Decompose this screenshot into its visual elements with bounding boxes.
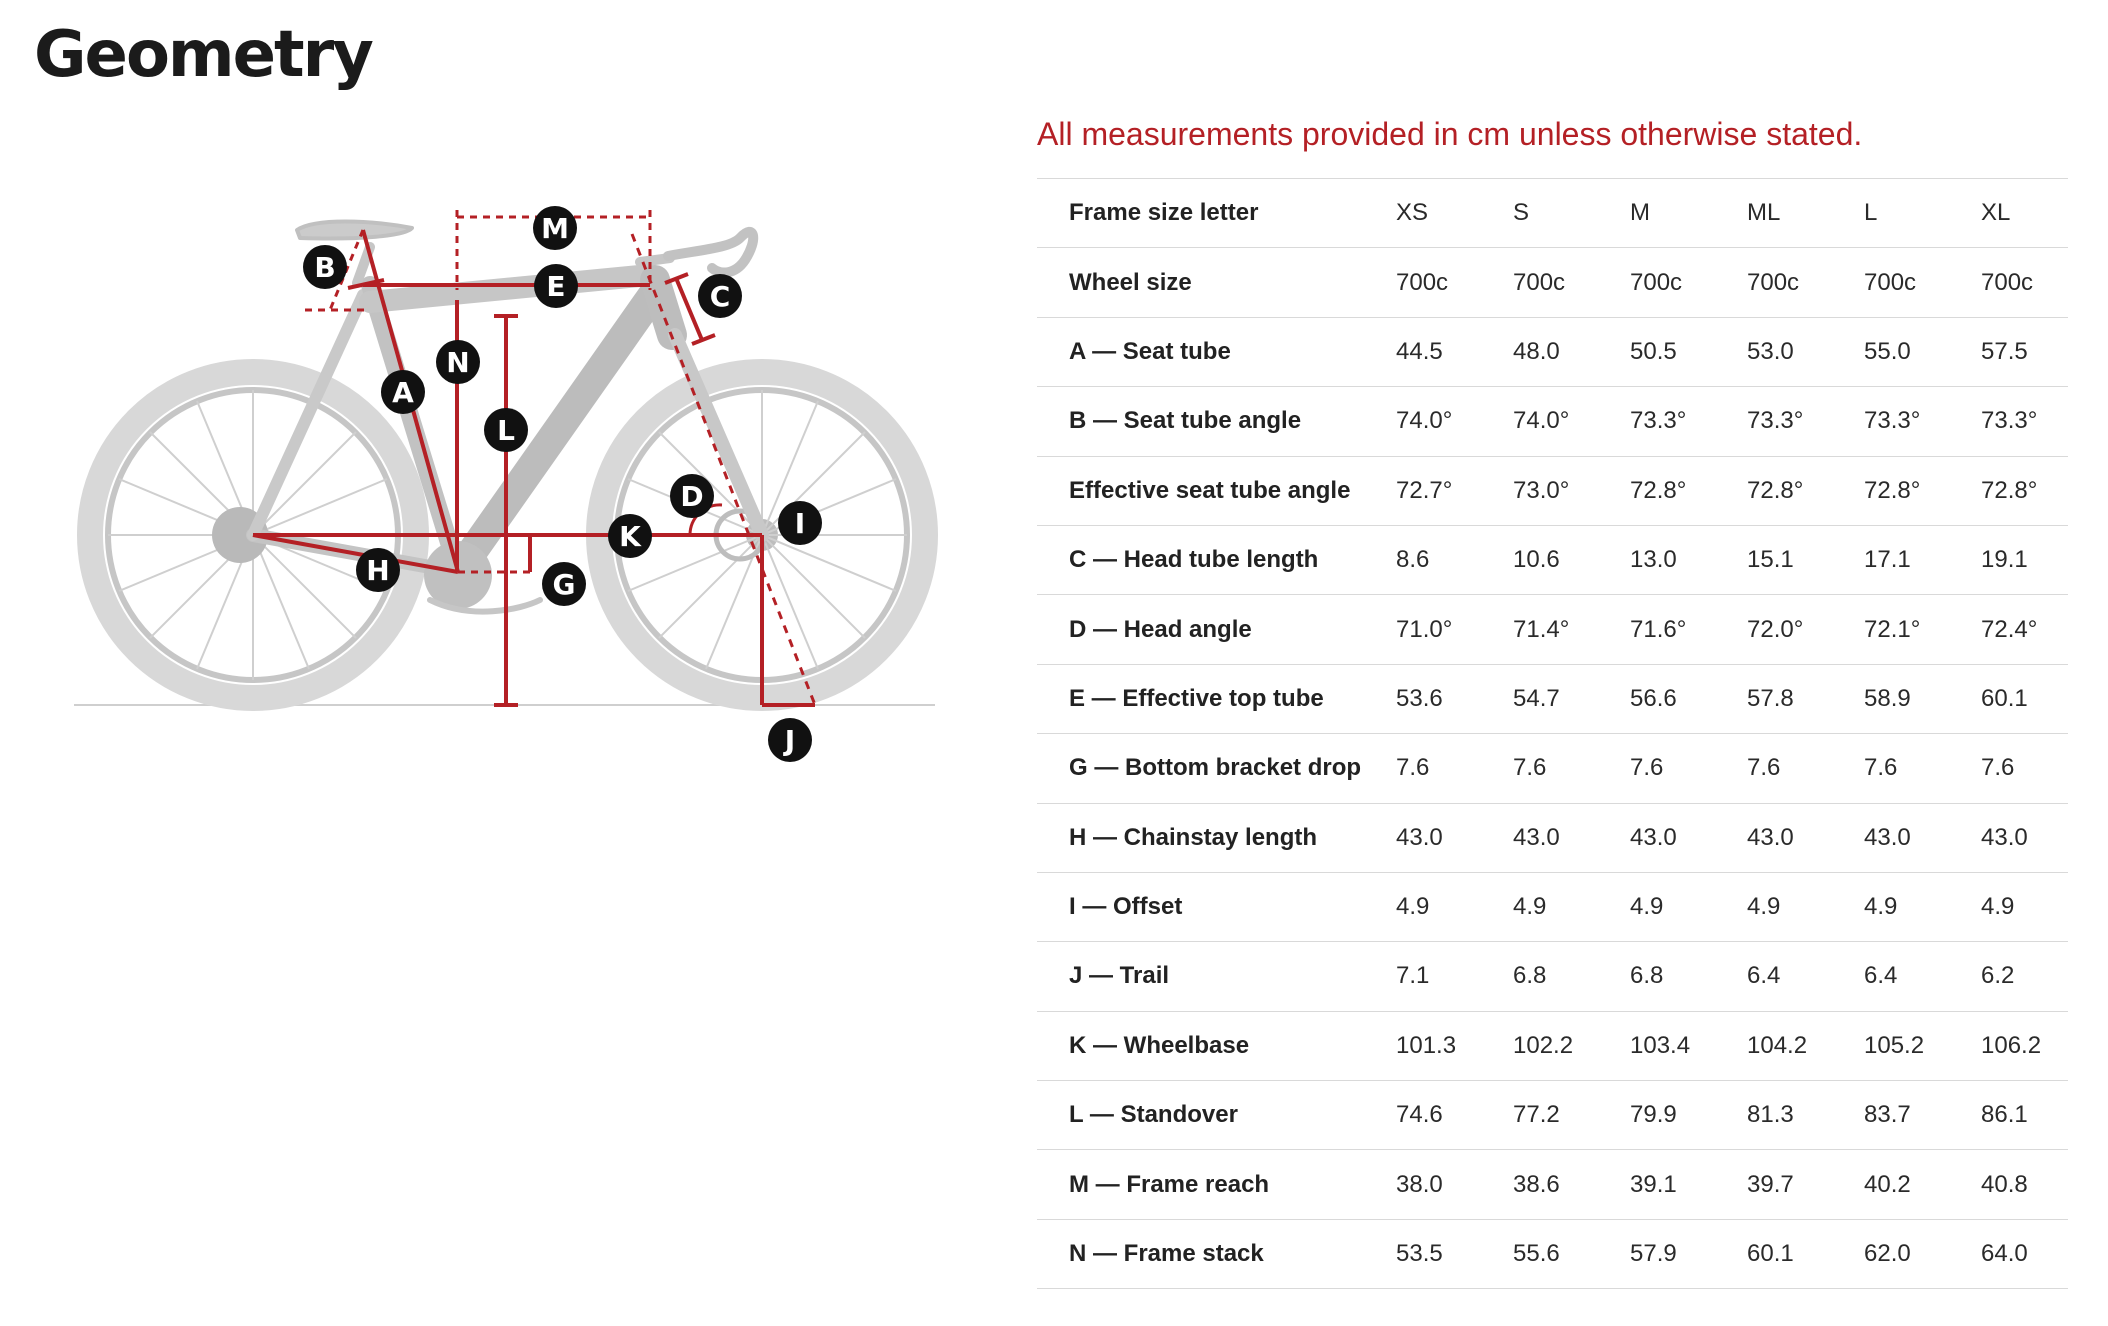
row-value: 73.3° <box>1981 407 2038 435</box>
row-value: 43.0 <box>1630 823 1677 851</box>
svg-text:K: K <box>619 520 641 553</box>
svg-text:C: C <box>709 280 731 313</box>
table-row <box>1037 1081 2068 1150</box>
marker-g <box>542 562 586 606</box>
row-value: 73.3° <box>1747 407 1804 435</box>
svg-text:E: E <box>546 270 566 303</box>
row-value: 43.0 <box>1396 823 1443 851</box>
row-value: 10.6 <box>1513 546 1560 574</box>
row-value: 81.3 <box>1747 1101 1794 1129</box>
row-value: 4.9 <box>1864 893 1898 921</box>
svg-text:D: D <box>680 480 704 513</box>
svg-text:L: L <box>497 414 515 447</box>
row-value: 8.6 <box>1396 546 1430 574</box>
table-row <box>1037 456 2068 525</box>
marker-j <box>768 718 812 762</box>
row-value: 43.0 <box>1747 823 1794 851</box>
row-label: L — Standover <box>1069 1101 1238 1129</box>
row-value: 73.3° <box>1864 407 1921 435</box>
row-label: G — Bottom bracket drop <box>1069 754 1362 782</box>
row-value: 43.0 <box>1513 823 1560 851</box>
size-header: XL <box>1981 199 2011 227</box>
row-value: 54.7 <box>1513 684 1560 712</box>
row-value: 104.2 <box>1747 1031 1808 1059</box>
marker-h <box>356 548 400 592</box>
row-value: 700c <box>1981 268 2034 296</box>
row-value: 72.8° <box>1864 476 1921 504</box>
row-value: 72.7° <box>1396 476 1453 504</box>
row-value: 39.7 <box>1747 1170 1794 1198</box>
row-value: 103.4 <box>1630 1031 1691 1059</box>
svg-text:G: G <box>552 568 576 601</box>
row-value: 700c <box>1747 268 1800 296</box>
measurement-note: All measurements provided in cm unless otherwise stated. <box>1037 116 1863 152</box>
marker-c <box>698 274 742 318</box>
row-value: 60.1 <box>1747 1240 1794 1268</box>
marker-m <box>533 206 577 250</box>
table-row <box>1037 664 2068 733</box>
row-value: 53.5 <box>1396 1240 1443 1268</box>
row-value: 44.5 <box>1396 337 1443 365</box>
row-value: 57.8 <box>1747 684 1794 712</box>
row-label: A — Seat tube <box>1069 337 1231 365</box>
row-value: 53.6 <box>1396 684 1443 712</box>
row-value: 57.9 <box>1630 1240 1677 1268</box>
geometry-table <box>1037 178 2068 1289</box>
size-header: M <box>1630 199 1650 227</box>
svg-text:M: M <box>541 212 569 245</box>
row-value: 74.0° <box>1513 407 1570 435</box>
row-value: 53.0 <box>1747 337 1794 365</box>
row-label: C — Head tube length <box>1069 546 1319 574</box>
row-label: I — Offset <box>1069 893 1183 921</box>
row-label: M — Frame reach <box>1069 1170 1270 1198</box>
row-value: 40.2 <box>1864 1170 1911 1198</box>
row-label: H — Chainstay length <box>1069 823 1318 851</box>
table-row <box>1037 1219 2068 1288</box>
size-header: S <box>1513 199 1530 227</box>
row-value: 6.4 <box>1864 962 1898 990</box>
row-value: 79.9 <box>1630 1101 1677 1129</box>
marker-d <box>670 474 714 518</box>
page-title: Geometry <box>34 18 372 92</box>
row-label: Wheel size <box>1069 268 1192 296</box>
table-row <box>1037 248 2068 317</box>
marker-a <box>381 370 425 414</box>
row-value: 7.6 <box>1864 754 1898 782</box>
row-value: 72.8° <box>1981 476 2038 504</box>
row-value: 60.1 <box>1981 684 2028 712</box>
row-value: 7.6 <box>1513 754 1547 782</box>
row-value: 7.6 <box>1981 754 2015 782</box>
header-label: Frame size letter <box>1069 199 1259 227</box>
row-value: 72.0° <box>1747 615 1804 643</box>
row-value: 13.0 <box>1630 546 1677 574</box>
row-value: 62.0 <box>1864 1240 1911 1268</box>
table-header-row <box>1037 179 2068 248</box>
row-label: E — Effective top tube <box>1069 684 1324 712</box>
row-value: 6.4 <box>1747 962 1781 990</box>
size-header: XS <box>1396 199 1429 227</box>
row-value: 40.8 <box>1981 1170 2028 1198</box>
marker-e <box>534 264 578 308</box>
row-value: 6.2 <box>1981 962 2015 990</box>
row-value: 38.6 <box>1513 1170 1560 1198</box>
row-value: 48.0 <box>1513 337 1560 365</box>
row-value: 39.1 <box>1630 1170 1677 1198</box>
row-value: 64.0 <box>1981 1240 2028 1268</box>
row-value: 72.4° <box>1981 615 2038 643</box>
table-row <box>1037 387 2068 456</box>
row-value: 74.0° <box>1396 407 1453 435</box>
row-value: 4.9 <box>1981 893 2015 921</box>
svg-text:J: J <box>784 724 796 757</box>
svg-text:H: H <box>366 554 390 587</box>
marker-l <box>484 408 528 452</box>
table-row <box>1037 525 2068 594</box>
marker-n <box>436 340 480 384</box>
row-value: 86.1 <box>1981 1101 2028 1129</box>
row-value: 55.6 <box>1513 1240 1560 1268</box>
row-value: 105.2 <box>1864 1031 1925 1059</box>
marker-i <box>778 501 822 545</box>
table-row <box>1037 1011 2068 1080</box>
row-value: 57.5 <box>1981 337 2028 365</box>
svg-text:B: B <box>314 251 336 284</box>
row-value: 77.2 <box>1513 1101 1560 1129</box>
row-value: 71.0° <box>1396 615 1453 643</box>
row-value: 101.3 <box>1396 1031 1457 1059</box>
row-value: 58.9 <box>1864 684 1911 712</box>
row-label: Effective seat tube angle <box>1069 476 1351 504</box>
row-value: 6.8 <box>1513 962 1547 990</box>
row-label: D — Head angle <box>1069 615 1252 643</box>
row-value: 700c <box>1630 268 1683 296</box>
table-row <box>1037 803 2068 872</box>
row-value: 73.0° <box>1513 476 1570 504</box>
row-value: 50.5 <box>1630 337 1677 365</box>
row-value: 43.0 <box>1864 823 1911 851</box>
row-value: 4.9 <box>1513 893 1547 921</box>
row-value: 56.6 <box>1630 684 1677 712</box>
row-value: 73.3° <box>1630 407 1687 435</box>
table-row <box>1037 317 2068 386</box>
row-label: B — Seat tube angle <box>1069 407 1302 435</box>
row-value: 15.1 <box>1747 546 1794 574</box>
marker-b <box>303 245 347 289</box>
row-value: 38.0 <box>1396 1170 1443 1198</box>
svg-text:N: N <box>446 346 470 379</box>
row-value: 700c <box>1513 268 1566 296</box>
row-value: 43.0 <box>1981 823 2028 851</box>
size-header: ML <box>1747 199 1781 227</box>
row-label: K — Wheelbase <box>1069 1031 1250 1059</box>
row-value: 106.2 <box>1981 1031 2042 1059</box>
row-value: 7.6 <box>1396 754 1430 782</box>
row-value: 17.1 <box>1864 546 1911 574</box>
row-value: 55.0 <box>1864 337 1911 365</box>
row-value: 700c <box>1396 268 1449 296</box>
row-value: 4.9 <box>1396 893 1430 921</box>
row-value: 6.8 <box>1630 962 1664 990</box>
marker-k <box>608 514 652 558</box>
svg-text:I: I <box>794 507 806 540</box>
row-value: 4.9 <box>1630 893 1664 921</box>
row-value: 700c <box>1864 268 1917 296</box>
row-value: 71.4° <box>1513 615 1570 643</box>
row-value: 7.1 <box>1396 962 1430 990</box>
row-value: 7.6 <box>1747 754 1781 782</box>
table-row <box>1037 734 2068 803</box>
row-value: 72.1° <box>1864 615 1921 643</box>
row-label: J — Trail <box>1069 962 1170 990</box>
size-header: L <box>1864 199 1878 227</box>
row-value: 4.9 <box>1747 893 1781 921</box>
row-value: 83.7 <box>1864 1101 1911 1129</box>
row-value: 7.6 <box>1630 754 1664 782</box>
table-row <box>1037 872 2068 941</box>
table-row <box>1037 595 2068 664</box>
table-row <box>1037 942 2068 1011</box>
row-value: 19.1 <box>1981 546 2028 574</box>
row-label: N — Frame stack <box>1069 1240 1264 1268</box>
row-value: 74.6 <box>1396 1101 1443 1129</box>
row-value: 102.2 <box>1513 1031 1574 1059</box>
row-value: 72.8° <box>1747 476 1804 504</box>
svg-text:A: A <box>392 376 414 409</box>
bike-geometry-diagram <box>70 195 945 775</box>
table-row <box>1037 1150 2068 1219</box>
row-value: 71.6° <box>1630 615 1687 643</box>
row-value: 72.8° <box>1630 476 1687 504</box>
